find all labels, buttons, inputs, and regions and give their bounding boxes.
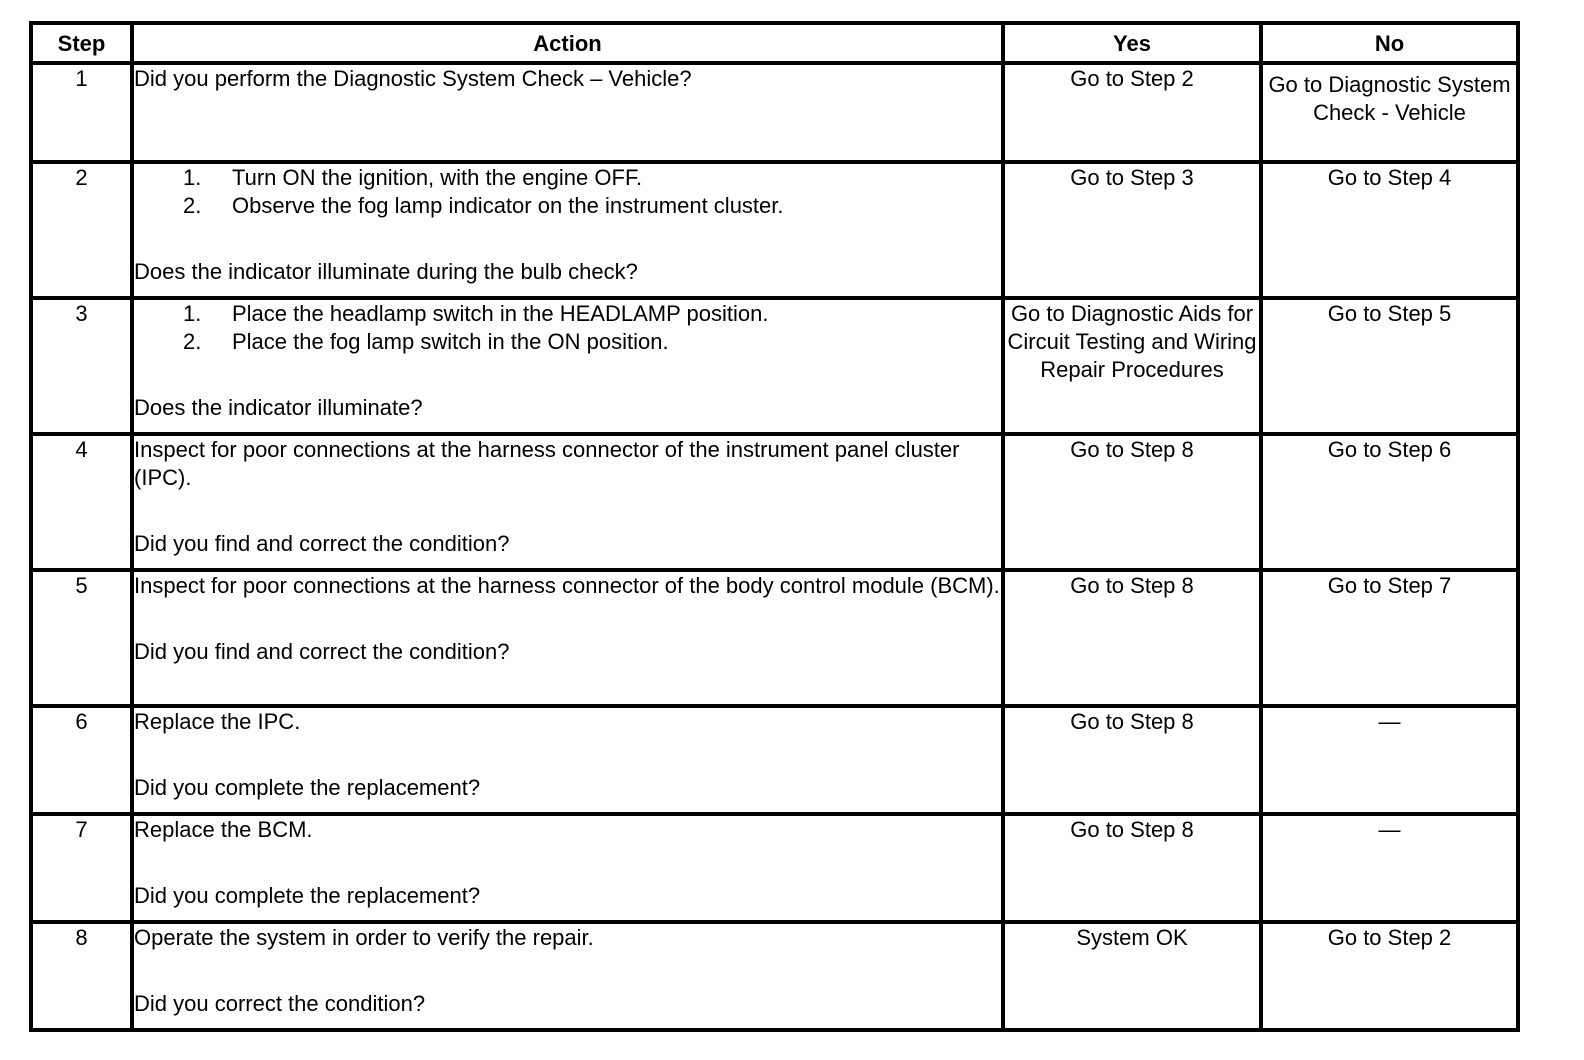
- yes-cell: Go to Diagnostic Aids for Circuit Testing and Wiring Repair Procedures: [1003, 298, 1261, 434]
- substep-list: [134, 164, 1001, 220]
- question-text: Did you complete the replacement?: [134, 883, 481, 908]
- instruction-text: Replace the IPC.: [134, 709, 301, 734]
- substep-item: [134, 164, 1001, 192]
- yes-cell: Go to Step 8: [1003, 434, 1261, 570]
- yes-cell: Go to Step 8: [1003, 706, 1261, 814]
- substep-number: 2.: [183, 329, 202, 354]
- instruction-text: Did you perform the Diagnostic System Check – Vehicle?: [134, 66, 692, 91]
- substep-item: [134, 300, 1001, 328]
- substep-list: [134, 300, 1001, 356]
- action-cell: [132, 162, 1003, 298]
- step-number: 1: [31, 63, 132, 162]
- action-cell: [132, 570, 1003, 706]
- header-step: Step: [31, 23, 132, 63]
- step-number: 8: [31, 922, 132, 1030]
- substep-item: [134, 192, 1001, 220]
- no-cell: —: [1261, 706, 1518, 814]
- action-cell: [132, 63, 1003, 162]
- table-row: [31, 162, 1518, 298]
- step-number: 6: [31, 706, 132, 814]
- question-text: Did you find and correct the condition?: [134, 531, 510, 556]
- yes-cell: Go to Step 8: [1003, 570, 1261, 706]
- no-cell: Go to Step 7: [1261, 570, 1518, 706]
- table-row: [31, 922, 1518, 1030]
- no-cell: Go to Step 5: [1261, 298, 1518, 434]
- table-row: [31, 814, 1518, 922]
- question-text: Did you find and correct the condition?: [134, 639, 510, 664]
- substep-text: Turn ON the ignition, with the engine OFF.: [232, 165, 643, 190]
- instruction-text: Operate the system in order to verify the repair.: [134, 925, 594, 950]
- no-cell: Go to Step 2: [1261, 922, 1518, 1030]
- no-cell: Go to Step 6: [1261, 434, 1518, 570]
- action-cell: [132, 922, 1003, 1030]
- step-number: 2: [31, 162, 132, 298]
- question-text: Does the indicator illuminate?: [134, 395, 423, 420]
- yes-cell: Go to Step 3: [1003, 162, 1261, 298]
- substep-text: Observe the fog lamp indicator on the instrument cluster.: [232, 193, 784, 218]
- header-no: No: [1261, 23, 1518, 63]
- substep-text: Place the fog lamp switch in the ON position.: [232, 329, 669, 354]
- instruction-text: Inspect for poor connections at the harness connector of the instrument panel cluster (IPC).: [134, 437, 960, 490]
- table-row: [31, 434, 1518, 570]
- question-text: Does the indicator illuminate during the bulb check?: [134, 259, 638, 284]
- header-row: [31, 23, 1518, 63]
- step-number: 5: [31, 570, 132, 706]
- step-number: 4: [31, 434, 132, 570]
- yes-cell: System OK: [1003, 922, 1261, 1030]
- instruction-text: Replace the BCM.: [134, 817, 313, 842]
- action-cell: [132, 434, 1003, 570]
- action-cell: [132, 814, 1003, 922]
- yes-cell: Go to Step 2: [1003, 63, 1261, 162]
- substep-number: 1.: [183, 165, 202, 190]
- yes-cell: Go to Step 8: [1003, 814, 1261, 922]
- step-number: 7: [31, 814, 132, 922]
- step-number: 3: [31, 298, 132, 434]
- question-text: Did you complete the replacement?: [134, 775, 481, 800]
- instruction-text: Inspect for poor connections at the harness connector of the body control module (BCM).: [134, 573, 1000, 598]
- header-action: Action: [132, 23, 1003, 63]
- substep-item: [134, 328, 1001, 356]
- table-row: [31, 706, 1518, 814]
- substep-number: 1.: [183, 301, 202, 326]
- substep-number: 2.: [183, 193, 202, 218]
- table-row: [31, 63, 1518, 162]
- header-yes: Yes: [1003, 23, 1261, 63]
- table-row: [31, 298, 1518, 434]
- no-cell: Go to Diagnostic System Check - Vehicle: [1261, 63, 1518, 162]
- diagnostic-table: [29, 21, 1520, 1032]
- action-cell: [132, 298, 1003, 434]
- no-cell: —: [1261, 814, 1518, 922]
- substep-text: Place the headlamp switch in the HEADLAMP position.: [232, 301, 769, 326]
- table-row: [31, 570, 1518, 706]
- no-cell: Go to Step 4: [1261, 162, 1518, 298]
- action-cell: [132, 706, 1003, 814]
- question-text: Did you correct the condition?: [134, 991, 426, 1016]
